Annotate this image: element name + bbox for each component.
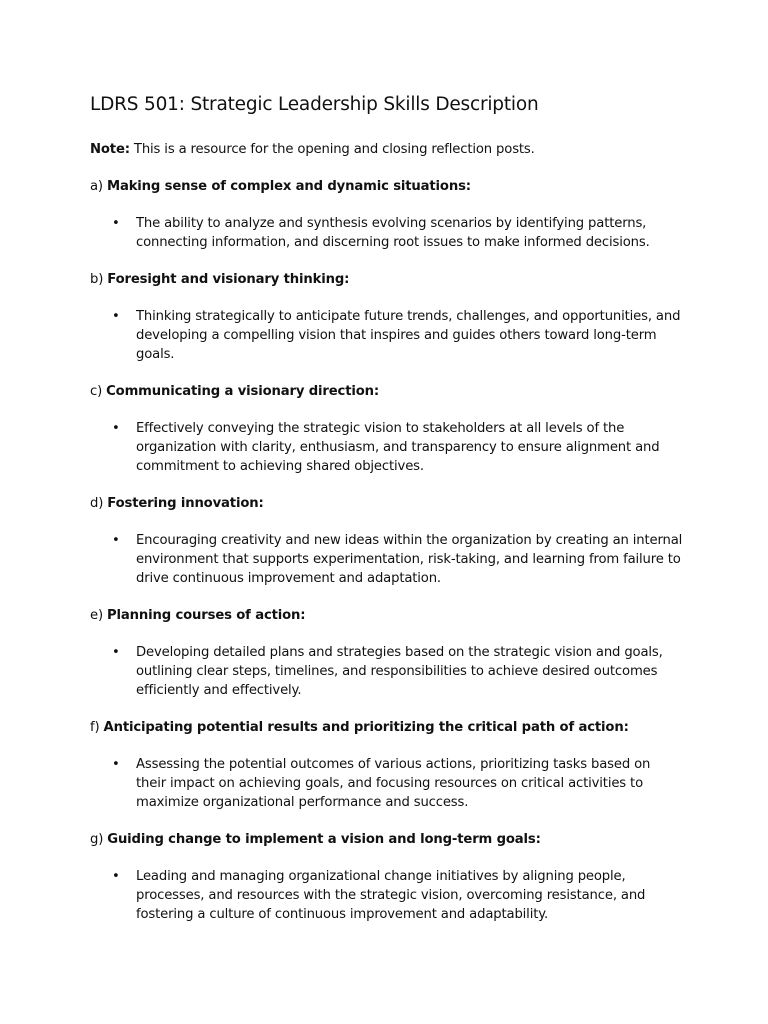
bullet-text-line: Thinking strategically to anticipate future trends, challenges, and opportunities, and <box>136 309 681 324</box>
bullet-text-line: goals. <box>136 347 175 362</box>
bullet-text-line: The ability to analyze and synthesis evolving scenarios by identifying patterns, <box>136 216 647 231</box>
bullet-text-line: Encouraging creativity and new ideas within the organization by creating an internal <box>136 533 683 548</box>
section-item <box>90 177 688 252</box>
bullet-text-line: fostering a culture of continuous improvement and adaptability. <box>136 907 549 922</box>
note-label: Note: <box>90 142 130 157</box>
bullet-icon: • <box>112 216 120 231</box>
bullet-text-line: processes, and resources with the strategic vision, overcoming resistance, and <box>136 888 646 903</box>
section-letter: g) <box>90 832 108 847</box>
section-heading <box>90 177 688 196</box>
section-title: Making sense of complex and dynamic situations: <box>106 179 471 194</box>
note-text: This is a resource for the opening and closing reflection posts. <box>129 142 535 157</box>
bullet-text-line: Assessing the potential outcomes of various actions, prioritizing tasks based on <box>136 757 651 772</box>
bullet-item <box>90 307 688 364</box>
section-heading <box>90 718 688 737</box>
section-title: Planning courses of action: <box>107 608 306 623</box>
section-heading <box>90 270 688 289</box>
section-item <box>90 718 688 812</box>
bullet-icon: • <box>112 869 120 884</box>
bullet-text <box>136 531 692 588</box>
section-title: Fostering innovation: <box>107 496 264 511</box>
section-item <box>90 382 688 476</box>
bullet-text-line: their impact on achieving goals, and focusing resources on critical activities to <box>136 776 643 791</box>
bullet-text <box>136 755 688 812</box>
bullet-item <box>90 867 688 924</box>
bullet-text <box>136 307 690 364</box>
document-title: LDRS 501: Strategic Leadership Skills Description <box>90 94 539 115</box>
bullet-icon: • <box>112 421 120 436</box>
bullet-text-line: maximize organizational performance and success. <box>136 795 469 810</box>
bullet-text <box>136 867 688 924</box>
bullet-text-line: outlining clear steps, timelines, and responsibilities to achieve desired outcomes <box>136 664 658 679</box>
bullet-item <box>90 531 688 588</box>
bullet-text-line: drive continuous improvement and adaptation. <box>136 571 441 586</box>
section-letter: c) <box>90 384 107 399</box>
bullet-item <box>90 214 688 252</box>
section-title: Anticipating potential results and prioritizing the critical path of action: <box>103 720 629 735</box>
sections-list <box>90 177 688 924</box>
section-title: Foresight and visionary thinking: <box>107 272 350 287</box>
section-heading <box>90 606 688 625</box>
bullet-text-line: Effectively conveying the strategic vision to stakeholders at all levels of the <box>136 421 625 436</box>
section-letter: e) <box>90 608 108 623</box>
section-item <box>90 270 688 364</box>
section-letter: a) <box>90 179 107 194</box>
bullet-text <box>136 214 688 252</box>
section-title: Guiding change to implement a vision and long-term goals: <box>107 832 541 847</box>
section-title: Communicating a visionary direction: <box>106 384 380 399</box>
bullet-icon: • <box>112 757 120 772</box>
section-item <box>90 606 688 700</box>
bullet-item <box>90 755 688 812</box>
bullet-icon: • <box>112 309 120 324</box>
bullet-icon: • <box>112 645 120 660</box>
bullet-text-line: commitment to achieving shared objectives. <box>136 459 424 474</box>
bullet-item <box>90 643 688 700</box>
section-item <box>90 830 688 924</box>
bullet-text-line: Leading and managing organizational change initiatives by aligning people, <box>136 869 626 884</box>
bullet-text-line: connecting information, and discerning root issues to make informed decisions. <box>136 235 650 250</box>
section-letter: f) <box>90 720 104 735</box>
bullet-text-line: efficiently and effectively. <box>136 683 302 698</box>
note-paragraph <box>90 140 688 159</box>
bullet-item <box>90 419 688 476</box>
section-letter: b) <box>90 272 108 287</box>
bullet-text-line: environment that supports experimentation, risk-taking, and learning from failure to <box>136 552 681 567</box>
bullet-text <box>136 419 688 476</box>
section-letter: d) <box>90 496 108 511</box>
bullet-icon: • <box>112 533 120 548</box>
section-heading <box>90 494 688 513</box>
bullet-text-line: developing a compelling vision that inspires and guides others toward long-term <box>136 328 657 343</box>
bullet-text <box>136 643 688 700</box>
section-heading <box>90 830 688 849</box>
bullet-text-line: organization with clarity, enthusiasm, and transparency to ensure alignment and <box>136 440 660 455</box>
section-item <box>90 494 688 588</box>
section-heading <box>90 382 688 401</box>
bullet-text-line: Developing detailed plans and strategies based on the strategic vision and goals, <box>136 645 663 660</box>
